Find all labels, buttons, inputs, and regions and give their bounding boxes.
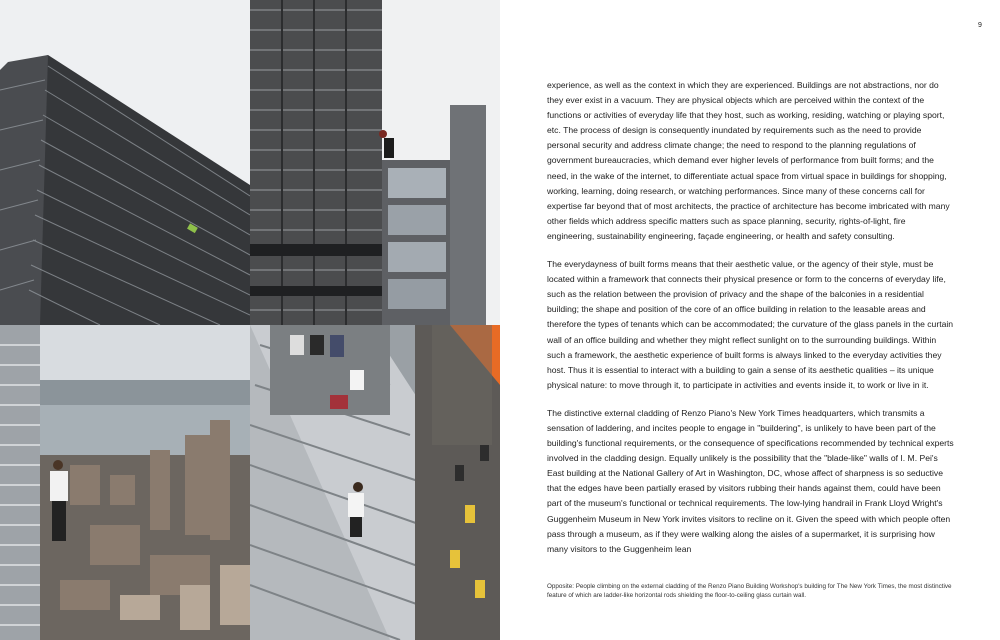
photo-climber-on-facade-top	[250, 0, 500, 325]
photo-climber-with-city-view	[0, 325, 250, 640]
page-number: 9	[978, 22, 982, 29]
photo-building-upward-view	[0, 0, 250, 325]
paragraph-2: The everydayness of built forms means that their aesthetic value, or the agency of their style, must be located within a framework that connects their physical presence or form to the concerns of everyday life, such as the relation between the provision of privacy and the shape of the balconies in a residential building; the shape and position of the core of an office building in relation to the leasable areas and therefore the types of tenants which can be accommodated; the curvature of the glass panels in the curtain wall of an office building and whether they might reflect sunlight on to the surrounding buildings. Within such a framework, the aesthetic experience of built forms is always linked to the everyday activities they host. Thus it is essential to interact with a building to gain a sense of its aesthetic qualities – its unique physical nature: to move through it, to participate in activities and events inside it, to work or live in it.	[547, 259, 954, 390]
body-text	[547, 78, 955, 570]
paragraph-3: The distinctive external cladding of Renzo Piano's New York Times headquarters, which transmits a sensation of laddering, and incites people to engage in "buildering", is unlikely to have been part of the building's functional requirements, or the consequence of specifications recommended by technical experts involved in the cladding design. Equally unlikely is the possibility that the "blade-like" walls of I. M. Pei's East building at the National Gallery of Art in Washington, DC, whose affect of sharpness is so seductive that the edges have been partially erased by visitors rubbing their hands against them, could have been part of the museum's functional or technical requirements. The low-lying handrail in Frank Lloyd Wright's Guggenheim Museum in New York invites visitors to recline on it. Given the speed with which people often pass through a museum, as if they were walking along the aisles of a supermarket, it is surprising how many visitors to the Guggenheim lean	[547, 407, 954, 554]
photo-caption: Opposite: People climbing on the external cladding of the Renzo Piano Building Workshop's building for The New York Times, the most distinctive feature of which are ladder-like horizontal rods shielding the floor-to-ceiling glass curtain wall.	[547, 583, 952, 599]
photo-climber-above-street	[250, 325, 500, 640]
paragraph-1: experience, as well as the context in which they are experienced. Buildings are not abstractions, nor do they ever exist in a vacuum. They are physical objects which are perceived within the context of the functions or activities of everyday life that they host, such as working, residing, watching or playing sport, etc. The process of design is consequently inundated by requirements such as the need to provide personal security and address climate change; the need to respond to the planning regulations of government bureaucracies, which demand ever higher levels of performance from built forms; and the need, in the wake of the internet, to differentiate actual space from virtual space in buildings for shopping, working, learning, doing research, or watching performances. Since many of these concerns call for expertise far beyond that of most architects, the practice of architecture has become imbricated with many other fields which address specific matters such as space planning, security, rights-of-light, fire engineering, sustainability engineering, façade engineering, or health and safety consulting.	[547, 80, 950, 241]
